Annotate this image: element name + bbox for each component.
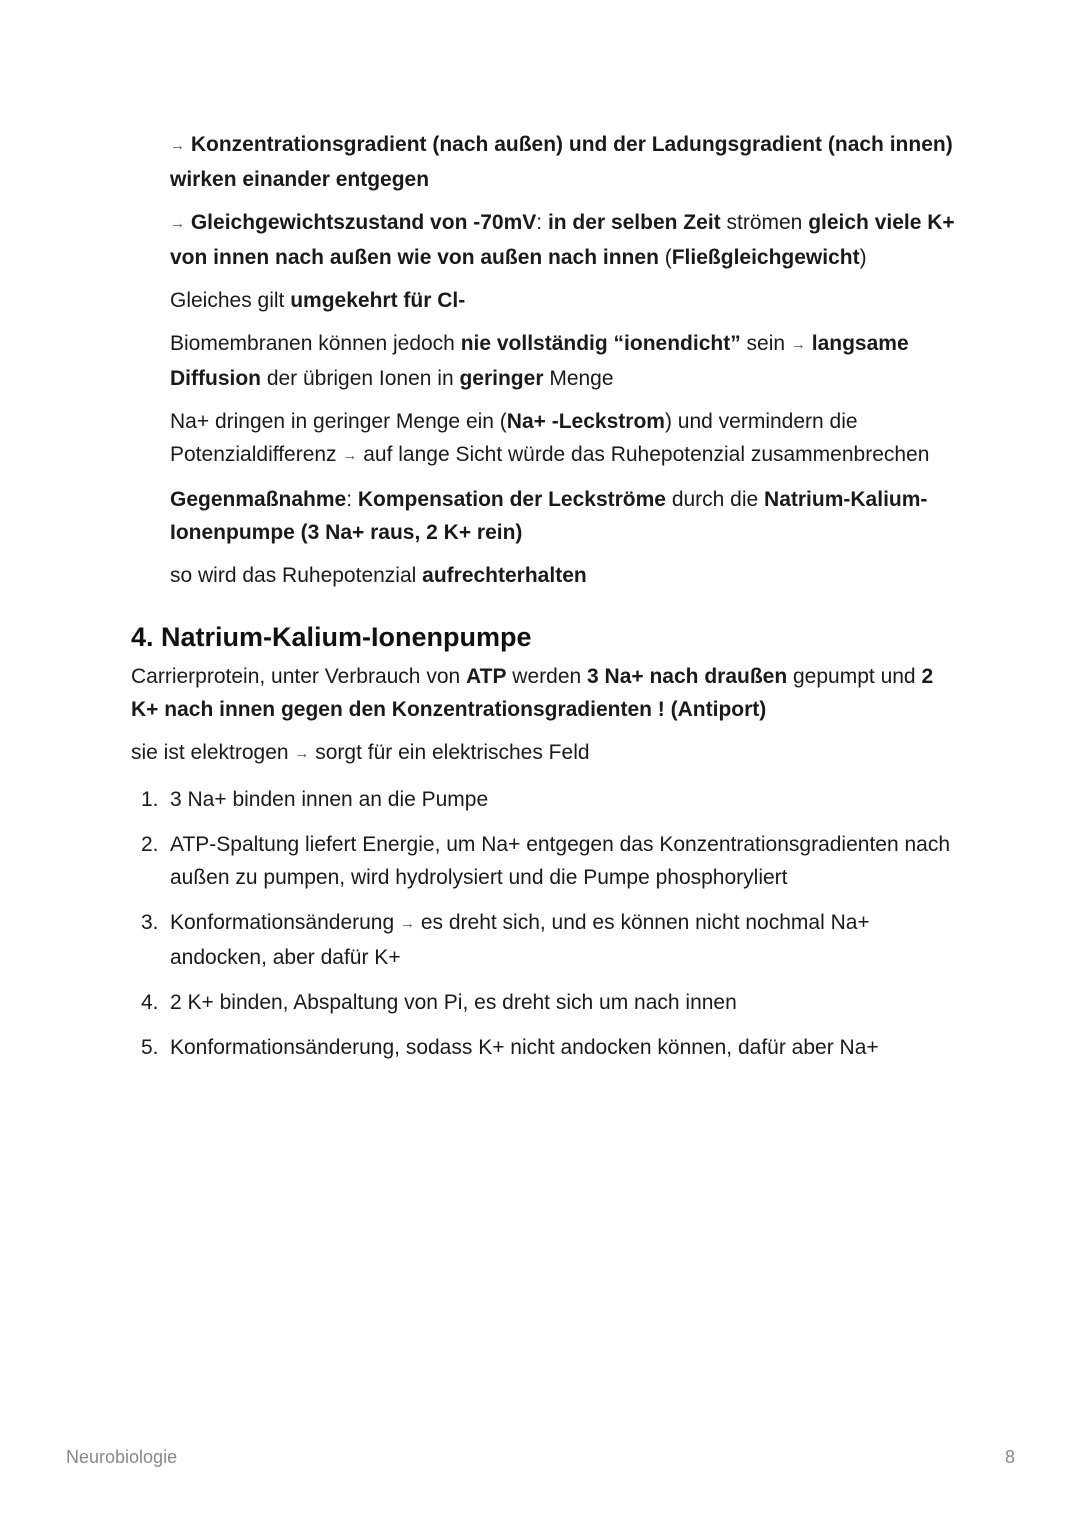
section-intro-electrogenic	[131, 736, 961, 771]
list-text: es dreht sich, und es können nicht nochmal Na+ andocken, aber dafür K+	[170, 911, 870, 969]
bold-text: Gegenmaßnahme	[170, 488, 347, 511]
list-text: ATP-Spaltung liefert Energie, um Na+ entgegen das Konzentrationsgradienten nach außen zu pumpen, wird hydrolysiert und die Pumpe phosphoryliert	[170, 833, 951, 889]
bold-text: ATP	[466, 665, 507, 688]
arrow-icon: →	[400, 915, 415, 932]
arrow-icon: →	[294, 745, 310, 762]
text: durch die	[665, 488, 765, 511]
text: (	[658, 246, 672, 269]
bold-text: langsame Diffusion	[170, 332, 909, 390]
bold-text: nie vollständig “ionendicht”	[460, 332, 741, 355]
list-item	[131, 1031, 961, 1064]
arrow-icon: →	[170, 137, 185, 154]
text: strömen	[720, 211, 809, 234]
bold-text: Fließgleichgewicht	[671, 246, 860, 269]
list-text: Konformationsänderung, sodass K+ nicht andocken können, dafür aber Na+	[170, 1036, 879, 1059]
list-item	[131, 986, 961, 1019]
list-item	[131, 828, 961, 894]
steps-list	[131, 783, 961, 1064]
list-text: Konformationsänderung	[170, 911, 400, 934]
list-item	[131, 906, 961, 974]
paragraph-chloride	[170, 284, 961, 317]
section-heading: 4. Natrium-Kalium-Ionenpumpe	[131, 622, 532, 652]
paragraph-equilibrium	[170, 206, 961, 274]
section-intro	[131, 660, 961, 726]
bold-text: gleich viele K+ von innen nach außen wie von außen nach innen	[170, 211, 955, 269]
bold-text: Kompensation der Leckströme	[357, 488, 666, 511]
paragraph-gradients	[170, 128, 961, 196]
bold-text: in der selben Zeit	[547, 211, 721, 234]
paragraph-biomembranes	[170, 327, 961, 395]
text: :	[536, 211, 548, 234]
text: Na+ dringen in geringer Menge ein (	[170, 410, 507, 433]
list-number: 4.	[141, 991, 159, 1014]
bold-text: Na+ -Leckstrom	[506, 410, 665, 433]
list-number: 5.	[141, 1036, 159, 1059]
bold-text: 3 Na+ nach draußen	[587, 665, 788, 688]
text: Carrierprotein, unter Verbrauch von	[131, 665, 467, 688]
paragraph-leak-current	[170, 405, 961, 473]
list-number: 3.	[141, 911, 159, 934]
text: gepumpt und	[787, 665, 922, 688]
text: :	[346, 488, 358, 511]
page-content	[131, 128, 961, 1076]
text: sorgt für ein elektrisches Feld	[309, 741, 590, 764]
bold-text: 2 K+ nach innen gegen den Konzentrationsgradienten ! (Antiport)	[131, 665, 934, 721]
bold-text: geringer	[459, 367, 544, 390]
list-number: 2.	[141, 833, 159, 856]
arrow-icon: →	[790, 336, 806, 353]
paragraph-maintained	[170, 559, 961, 592]
footer-page-number: 8	[1004, 1447, 1015, 1467]
text: ) und vermindern die Potenzialdifferenz	[170, 410, 858, 466]
text: sie ist elektrogen	[131, 741, 295, 764]
text: )	[859, 246, 867, 269]
text: auf lange Sicht würde das Ruhepotenzial zusammenbrechen	[357, 443, 930, 466]
arrow-icon: →	[342, 447, 358, 464]
paragraph-countermeasure	[170, 483, 961, 549]
list-item	[131, 783, 961, 816]
footer-subject: Neurobiologie	[66, 1447, 178, 1467]
list-number: 1.	[141, 788, 159, 811]
text: so wird das Ruhepotenzial	[170, 564, 423, 587]
text: der übrigen Ionen in	[260, 367, 460, 390]
list-text: 2 K+ binden, Abspaltung von Pi, es dreht sich um nach innen	[170, 991, 737, 1014]
bold-text: Natrium-Kalium-Ionenpumpe (3 Na+ raus, 2 K+ rein)	[170, 488, 928, 544]
bold-text: Konzentrationsgradient (nach außen) und der Ladungsgradient (nach innen) wirken einander entgegen	[170, 133, 953, 191]
bold-text: aufrechterhalten	[422, 564, 587, 587]
arrow-icon: →	[170, 215, 185, 232]
text: sein	[740, 332, 791, 355]
text: Menge	[543, 367, 614, 390]
text: Gleiches gilt	[170, 289, 291, 312]
list-text: 3 Na+ binden innen an die Pumpe	[170, 788, 489, 811]
text: Biomembranen können jedoch	[170, 332, 461, 355]
bold-text: umgekehrt für Cl-	[290, 289, 466, 312]
bold-text: Gleichgewichtszustand von -70mV	[190, 211, 537, 234]
text: werden	[506, 665, 588, 688]
